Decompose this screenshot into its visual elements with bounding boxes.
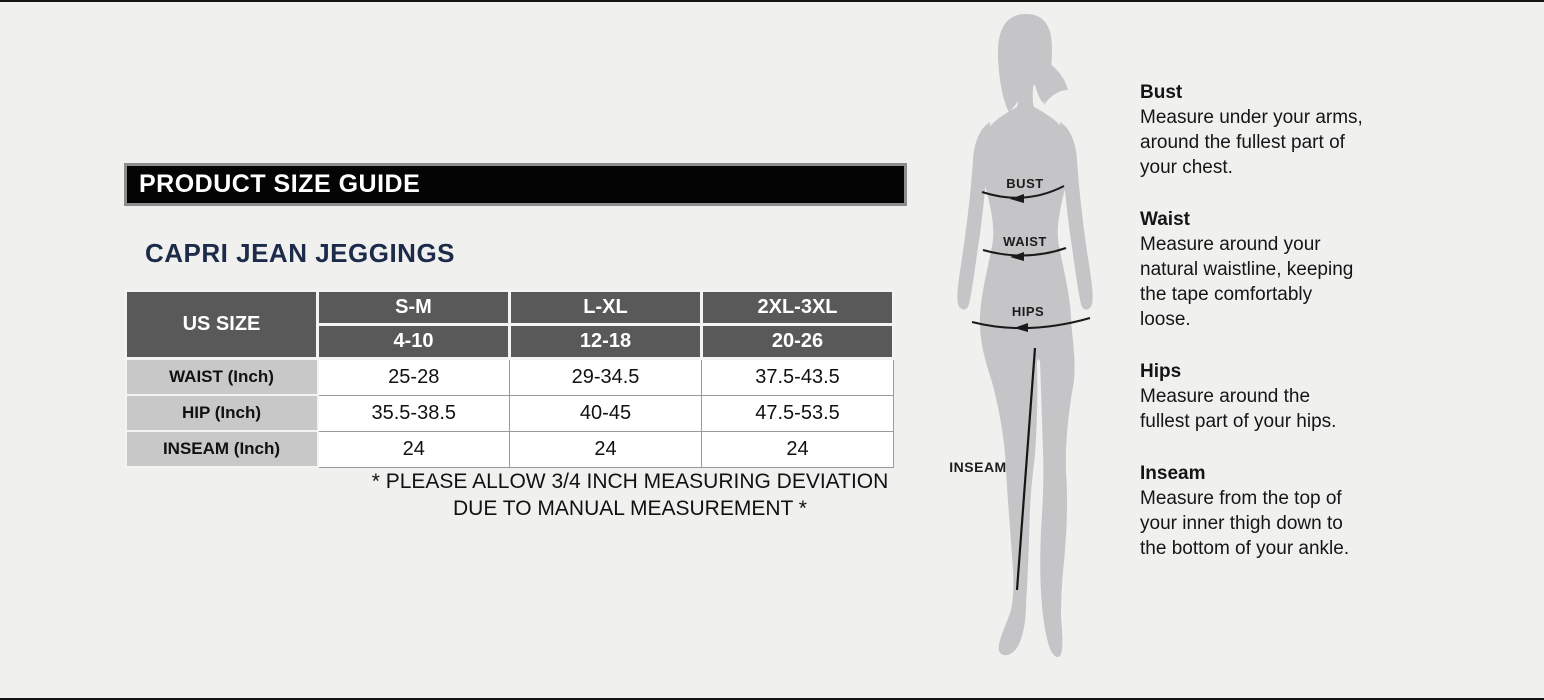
instruction-hips bbox=[1140, 359, 1410, 434]
instruction-bust bbox=[1140, 80, 1410, 180]
hip-value-2xl3xl: 47.5-53.5 bbox=[702, 395, 894, 431]
hips-text-line: Measure around the bbox=[1140, 386, 1311, 407]
col-range-2xl3xl: 20-26 bbox=[702, 325, 894, 359]
bust-heading: Bust bbox=[1140, 82, 1183, 103]
hip-value-sm: 35.5-38.5 bbox=[318, 395, 510, 431]
measuring-instructions bbox=[1140, 80, 1410, 588]
table-corner-us-size: US SIZE bbox=[126, 291, 318, 359]
col-header-2xl3xl: 2XL-3XL bbox=[702, 291, 894, 325]
inseam-text-line: your inner thigh down to bbox=[1140, 513, 1343, 534]
col-range-lxl: 12-18 bbox=[510, 325, 702, 359]
hips-heading: Hips bbox=[1140, 361, 1182, 382]
silhouette-shape bbox=[957, 14, 1092, 657]
body-measurement-figure bbox=[940, 10, 1140, 665]
table-header-row-groups bbox=[126, 291, 894, 325]
table-row-waist bbox=[126, 359, 894, 396]
waist-heading: Waist bbox=[1140, 209, 1190, 230]
measurement-deviation-note bbox=[230, 468, 1030, 522]
row-label-inseam: INSEAM (Inch) bbox=[126, 431, 318, 467]
waist-text-line: natural waistline, keeping bbox=[1140, 259, 1354, 280]
bust-text-line: Measure under your arms, bbox=[1140, 107, 1363, 128]
size-table bbox=[124, 289, 895, 468]
top-border-line bbox=[0, 0, 1544, 2]
waist-value-sm: 25-28 bbox=[318, 359, 510, 396]
footnote-line-2: DUE TO MANUAL MEASUREMENT * bbox=[453, 497, 807, 520]
table-row-hip bbox=[126, 395, 894, 431]
bust-text-line: around the fullest part of bbox=[1140, 132, 1345, 153]
product-name: CAPRI JEAN JEGGINGS bbox=[145, 238, 456, 268]
inseam-label: INSEAM bbox=[949, 459, 1007, 475]
waist-value-lxl: 29-34.5 bbox=[510, 359, 702, 396]
col-header-lxl: L-XL bbox=[510, 291, 702, 325]
waist-text-line: the tape comfortably bbox=[1140, 284, 1313, 305]
inseam-value-lxl: 24 bbox=[510, 431, 702, 467]
page-title: PRODUCT SIZE GUIDE bbox=[124, 163, 907, 206]
inseam-heading: Inseam bbox=[1140, 463, 1206, 484]
waist-text-line: Measure around your bbox=[1140, 234, 1321, 255]
footnote-line-1: * PLEASE ALLOW 3/4 INCH MEASURING DEVIATION bbox=[371, 470, 889, 493]
col-header-sm: S-M bbox=[318, 291, 510, 325]
waist-text-line: loose. bbox=[1140, 309, 1191, 330]
instruction-waist bbox=[1140, 207, 1410, 332]
female-silhouette-diagram bbox=[940, 10, 1140, 665]
hips-text-line: fullest part of your hips. bbox=[1140, 411, 1337, 432]
row-label-waist: WAIST (Inch) bbox=[126, 359, 318, 396]
bust-label: BUST bbox=[1006, 176, 1044, 191]
waist-value-2xl3xl: 37.5-43.5 bbox=[702, 359, 894, 396]
col-range-sm: 4-10 bbox=[318, 325, 510, 359]
hips-label: HIPS bbox=[1011, 304, 1045, 319]
waist-label: WAIST bbox=[1003, 234, 1047, 249]
row-label-hip: HIP (Inch) bbox=[126, 395, 318, 431]
inseam-value-sm: 24 bbox=[318, 431, 510, 467]
table-row-inseam bbox=[126, 431, 894, 467]
bust-text-line: your chest. bbox=[1140, 157, 1233, 178]
inseam-text-line: Measure from the top of bbox=[1140, 488, 1342, 509]
inseam-text-line: the bottom of your ankle. bbox=[1140, 538, 1350, 559]
instruction-inseam bbox=[1140, 461, 1410, 561]
inseam-value-2xl3xl: 24 bbox=[702, 431, 894, 467]
hip-value-lxl: 40-45 bbox=[510, 395, 702, 431]
